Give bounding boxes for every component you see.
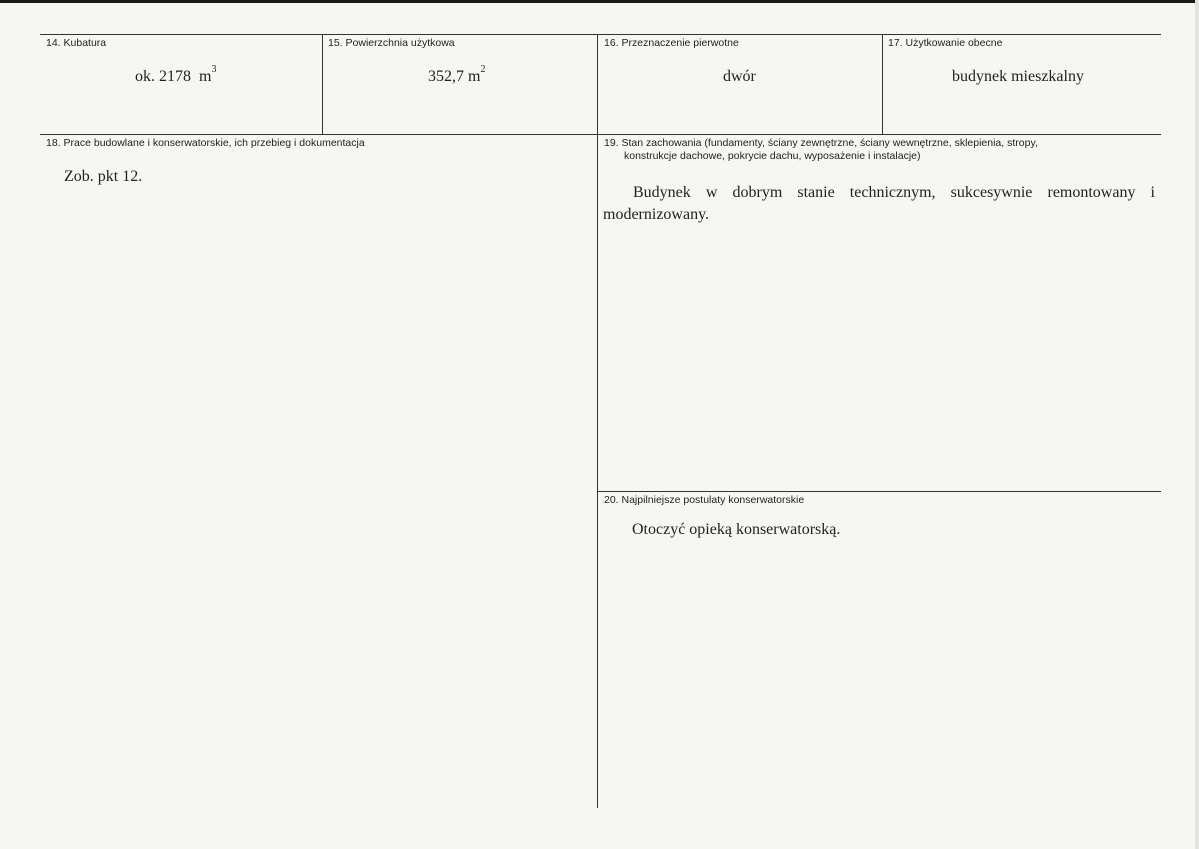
- powierzchnia-unit: m: [468, 68, 481, 85]
- przeznaczenie-label: 16. Przeznaczenie pierwotne: [604, 37, 739, 49]
- rule-middle: [40, 134, 1161, 135]
- kubatura-value: [135, 64, 217, 86]
- kubatura-label: 14. Kubatura: [46, 37, 107, 49]
- rule-section-20: [597, 491, 1161, 492]
- powierzchnia-value: [428, 64, 486, 86]
- powierzchnia-label: 15. Powierzchnia użytkowa: [328, 37, 455, 49]
- page-right-edge: [1195, 0, 1199, 849]
- postulaty-value: Otoczyć opieką konserwatorską.: [632, 521, 841, 538]
- stan-label-line1: 19. Stan zachowania (fundamenty, ściany zewnętrzne, ściany wewnętrzne, sklepienia, stropy,: [604, 137, 1038, 149]
- divider-14-15: [322, 34, 323, 134]
- stan-label-line2: konstrukcje dachowe, pokrycie dachu, wyposażenie i instalacje): [624, 150, 921, 162]
- page-top-edge: [0, 0, 1199, 3]
- kubatura-unit: m: [199, 68, 212, 85]
- kubatura-exponent: 3: [211, 64, 217, 75]
- divider-main: [597, 34, 598, 808]
- przeznaczenie-value: dwór: [723, 68, 756, 85]
- rule-top: [40, 34, 1161, 35]
- kubatura-number: ok. 2178: [135, 68, 191, 85]
- postulaty-label: 20. Najpilniejsze postulaty konserwatorskie: [604, 494, 805, 506]
- prace-label: 18. Prace budowlane i konserwatorskie, ich przebieg i dokumentacja: [46, 137, 365, 149]
- powierzchnia-exponent: 2: [480, 64, 486, 75]
- stan-value: Budynek w dobrym stanie technicznym, sukcesywnie remontowany i modernizowany.: [603, 184, 1155, 223]
- uzytkowanie-label: 17. Użytkowanie obecne: [888, 37, 1003, 49]
- uzytkowanie-value: budynek mieszkalny: [952, 68, 1084, 85]
- prace-value: Zob. pkt 12.: [64, 168, 143, 185]
- divider-16-17: [882, 34, 883, 134]
- powierzchnia-number: 352,7: [428, 68, 464, 85]
